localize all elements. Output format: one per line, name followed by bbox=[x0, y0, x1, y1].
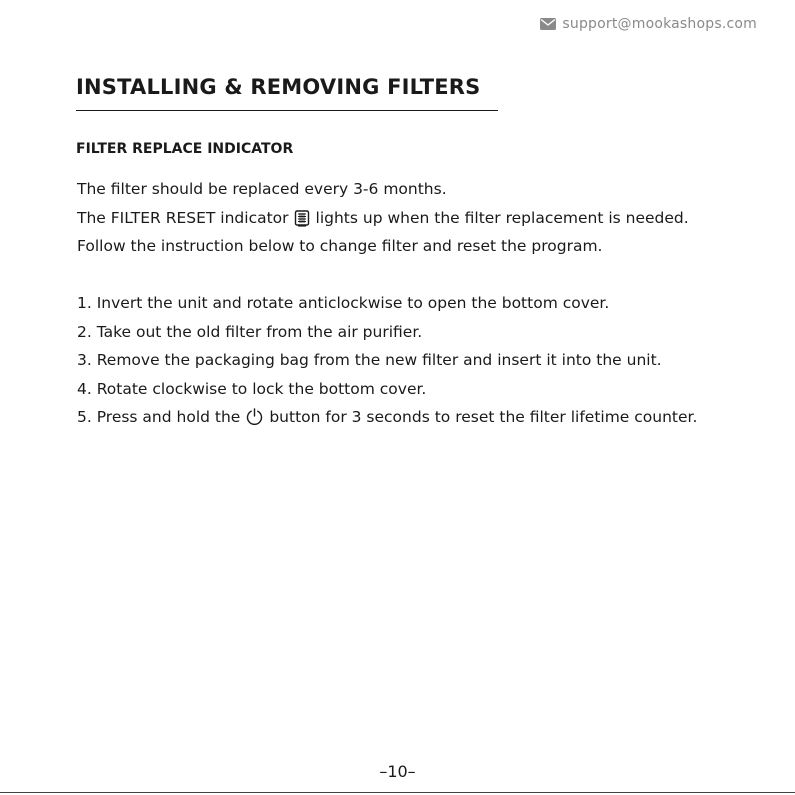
support-email bbox=[540, 16, 757, 32]
support-email-text: support@mookashops.com bbox=[562, 16, 757, 32]
page-number: –10– bbox=[379, 762, 416, 781]
title-underline bbox=[76, 110, 498, 111]
subsection-title: FILTER REPLACE INDICATOR bbox=[76, 141, 294, 157]
step-5 bbox=[77, 403, 697, 432]
step-1: 1. Invert the unit and rotate anticlockwise to open the bottom cover. bbox=[77, 294, 610, 312]
envelope-icon bbox=[540, 18, 556, 30]
step-5-end: button for 3 seconds to reset the filter lifetime counter. bbox=[269, 408, 698, 426]
steps-list bbox=[77, 289, 697, 432]
page-title: INSTALLING & REMOVING FILTERS bbox=[76, 75, 481, 99]
intro-line-2-start: The FILTER RESET indicator bbox=[77, 208, 289, 227]
filter-indicator-icon bbox=[294, 209, 311, 227]
step-2: 2. Take out the old filter from the air purifier. bbox=[77, 322, 423, 341]
intro-paragraph bbox=[77, 175, 689, 261]
intro-line-2 bbox=[77, 204, 689, 233]
intro-line-3: Follow the instruction below to change filter and reset the program. bbox=[77, 237, 603, 255]
step-5-start: 5. Press and hold the bbox=[77, 408, 241, 426]
step-3: 3. Remove the packaging bag from the new filter and insert it into the unit. bbox=[77, 351, 662, 369]
intro-line-1: The filter should be replaced every 3-6 months. bbox=[77, 180, 447, 198]
page-bottom-rule bbox=[0, 792, 795, 793]
intro-line-2-end: lights up when the filter replacement is needed. bbox=[315, 208, 689, 227]
power-icon bbox=[245, 407, 264, 426]
step-4: 4. Rotate clockwise to lock the bottom cover. bbox=[77, 379, 427, 398]
